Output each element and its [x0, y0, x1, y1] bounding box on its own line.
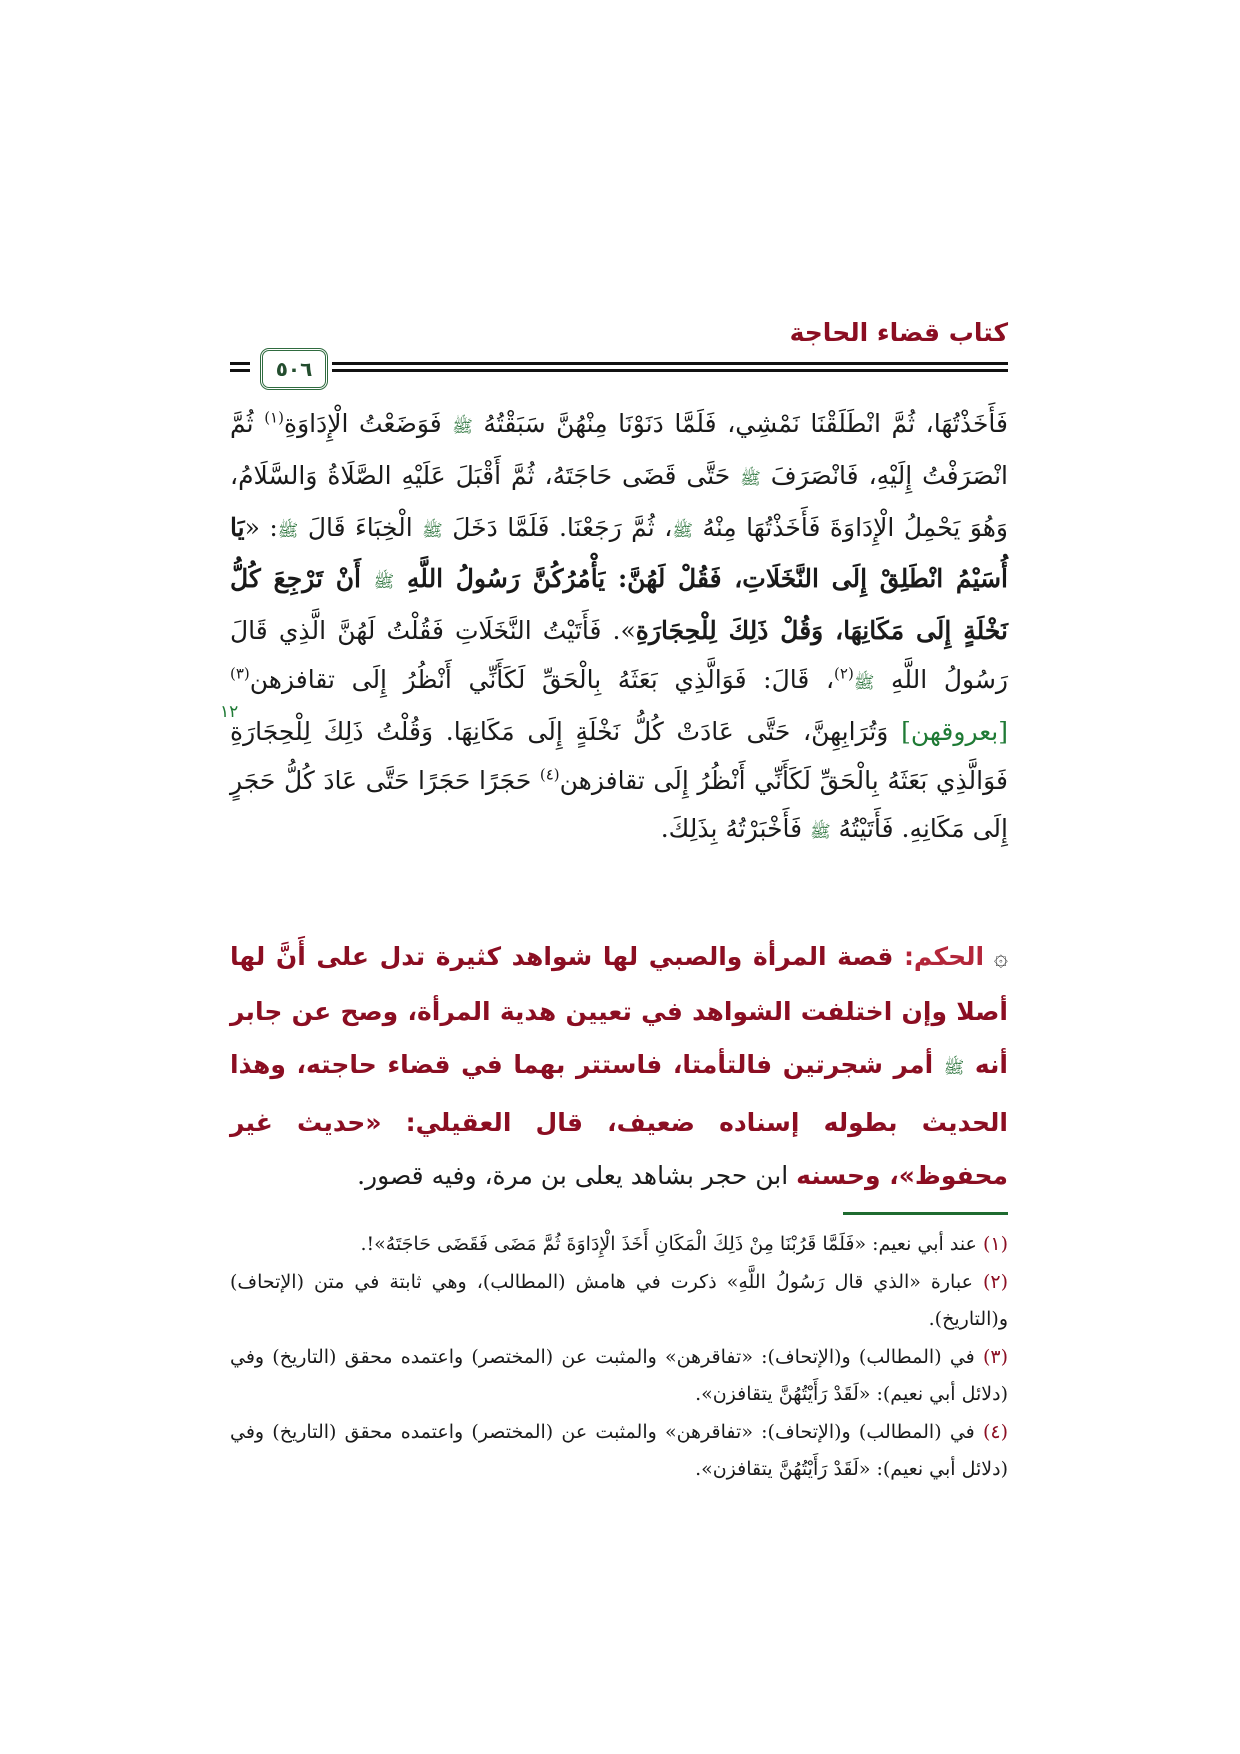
honorific-glyph: ﷺ	[810, 822, 831, 843]
footnote	[230, 1264, 1008, 1339]
text-run: فَأَخَذْتُهَا، ثُمَّ انْطَلَقْنَا نَمْشِي، فَلَمَّا دَنَوْنَا مِنْهُنَّ سَبَقْتُهُ	[472, 409, 1008, 438]
header-rule	[230, 362, 1008, 365]
prophet-speech: أَنْ تَرْجِعَ كُلُّ نَخْلَةٍ إِلَى مَكَانِهَا، وَقُلْ ذَلِكَ لِلْحِجَارَةِ	[230, 564, 1008, 646]
footnote-separator	[843, 1212, 1008, 1215]
honorific-glyph: ﷺ	[452, 417, 473, 437]
text-run: فَوَضَعْتُ الْإِدَاوَةِ	[283, 409, 453, 438]
ruling-text: أمر شجرتين فالتأمتا، فاستتر بهما في قضاء حاجته، وهذا الحديث بطوله إسناده ضعيف، قال العقيلي: «حديث غير محفوظ»، وحسنه	[230, 1050, 1008, 1190]
text-run: ثُمَّ انْصَرَفْتُ إِلَيْهِ، فَانْصَرَفَ	[230, 409, 1008, 490]
footnote	[230, 1339, 1008, 1414]
footnote	[230, 1414, 1008, 1489]
hadith-text	[230, 400, 1008, 857]
ruling-text: قصة المرأة والصبي لها شواهد كثيرة تدل على أَنَّ لها أصلا وإن اختلفت الشواهد في تعيين هدية المرأة، وصح عن جابر أنه	[230, 942, 1008, 1079]
text-run: ». فَأَتَيْتُ النَّخَلَاتِ فَقُلْتُ لَهُنَّ الَّذِي قَالَ رَسُولُ اللَّهِ	[230, 616, 1008, 694]
text-run: فَأَخْبَرْتُهُ بِذَلِكَ.	[660, 814, 811, 844]
honorific-glyph: ﷺ	[672, 520, 693, 541]
ruling-text: ابن حجر بشاهد يعلى بن مرة، وفيه قصور.	[357, 1161, 797, 1190]
footnote-ref: (٣)	[230, 664, 250, 683]
text-run: حَتَّى قَضَى حَاجَتَهُ، ثُمَّ أَقْبَلَ عَلَيْهِ الصَّلَاةُ وَالسَّلَامُ، وَهُوَ يَحْمِلُ الْإِدَاوَةَ فَأَخَذْتُهَا مِنْهُ	[230, 460, 1008, 542]
ruling-section	[230, 930, 1008, 1203]
footnotes	[230, 1226, 1008, 1489]
text-run: : «	[244, 512, 278, 542]
badge-gap	[250, 358, 260, 376]
margin-number: ١٢	[220, 702, 239, 722]
ornament-icon: ۞	[993, 943, 1008, 971]
footnote-number: (٢)	[982, 1270, 1009, 1293]
book-title: كتاب قضاء الحاجة	[789, 318, 1008, 347]
footnote-number: (٤)	[982, 1420, 1008, 1443]
page-header	[230, 318, 1008, 388]
editorial-insertion: [بعروقهن]	[888, 716, 1009, 746]
text-run: وَتُرَابِهِنَّ، حَتَّى عَادَتْ كُلُّ نَخْلَةٍ إِلَى مَكَانِهَا. وَقُلْتُ ذَلِكَ لِلْحِجَارَةِ فَوَالَّذِي بَعَثَهُ بِالْحَقِّ لَكَأَنِّي أَنْظُرُ إِلَى تقافزهن	[230, 716, 1008, 795]
text-run: ، قَالَ: فَوَالَّذِي بَعَثَهُ بِالْحَقِّ لَكَأَنِّي أَنْظُرُ إِلَى تقافزهن	[249, 664, 835, 694]
text-run: الْخِبَاءَ قَالَ	[298, 512, 423, 542]
footnote-text: في (المطالب) و(الإتحاف): «تفاقرهن» والمثبت عن (المختصر) واعتمده محقق (التاريخ) وفي (دلائل أبي نعيم): «لَقَدْ رَأَيْتُهُنَّ يتقافزن».	[230, 1345, 1008, 1405]
page-number: ٥٠٦	[260, 348, 328, 390]
footnote-number: (٣)	[982, 1345, 1008, 1368]
honorific-glyph: ﷺ	[853, 672, 875, 693]
footnote-text: عند أبي نعيم: «فَلَمَّا قَرُبْنَا مِنْ ذَلِكَ الْمَكَانِ أَخَذَ الْإِدَاوَةَ ثُمَّ مَضَى فَقَضَى حَاجَتَهُ»!.	[360, 1233, 983, 1255]
hadith-paragraph	[230, 400, 1008, 857]
text-run: ، ثُمَّ رَجَعْنَا. فَلَمَّا دَخَلَ	[442, 512, 673, 542]
honorific-glyph: ﷺ	[943, 1058, 965, 1078]
footnote-number: (١)	[982, 1233, 1008, 1255]
footnote-ref: (٢)	[834, 664, 854, 683]
prophet-speech: يَا أُسَيْمُ انْطَلِقْ إِلَى النَّخَلَاتِ، فَقُلْ لَهُنَّ: يَأْمُرُكُنَّ رَسُولُ اللَّهِ	[230, 512, 1009, 594]
footnote-text: في (المطالب) و(الإتحاف): «تفاقرهن» والمثبت عن (المختصر) واعتمده محقق (التاريخ) وفي (دلائل أبي نعيم): «لَقَدْ رَأَيْتُهُنَّ يتقافزن».	[230, 1420, 1008, 1480]
ruling-paragraph	[230, 930, 1008, 1203]
footnote-ref: (٤)	[539, 765, 560, 784]
footnote-text: عبارة «الذي قال رَسُولُ اللَّهِ» ذكرت في هامش (المطالب)، وهي ثابتة في متن (الإتحاف) و(التاريخ).	[230, 1270, 1008, 1330]
honorific-glyph: ﷺ	[277, 520, 299, 541]
ruling-label: الحكم:	[903, 942, 985, 971]
footnote	[230, 1226, 1008, 1264]
footnote-ref: (١)	[264, 408, 284, 427]
header-rule	[230, 369, 1008, 372]
honorific-glyph: ﷺ	[740, 468, 761, 489]
honorific-glyph: ﷺ	[422, 520, 443, 541]
honorific-glyph: ﷺ	[373, 572, 395, 593]
text-run: حَجَرًا حَجَرًا حَتَّى عَادَ كُلُّ حَجَرٍ إِلَى مَكَانِهِ. فَأَتَيْتُهُ	[230, 765, 1008, 844]
